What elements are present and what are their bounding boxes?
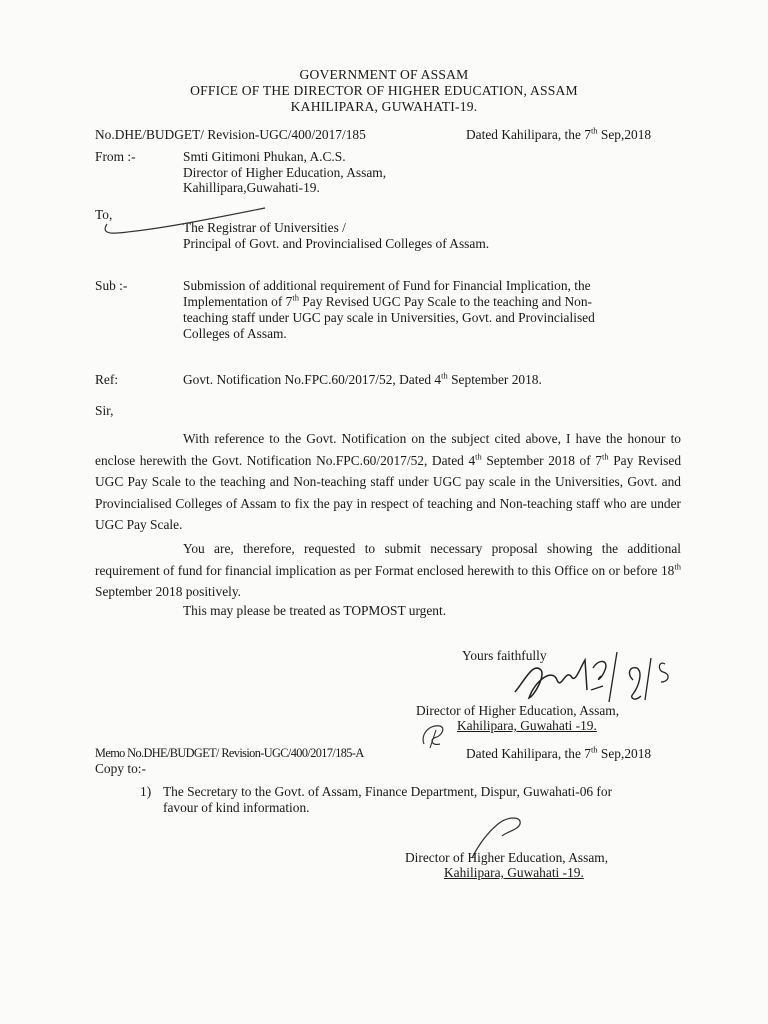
- subject-line3: teaching staff under UGC pay scale in Universities, Govt. and Provincialised: [183, 310, 595, 325]
- yours-faithfully: Yours faithfully: [462, 648, 547, 663]
- copy-item-number: 1): [140, 784, 152, 799]
- copy-item-line2: favour of kind information.: [163, 800, 310, 815]
- header-address: KAHILIPARA, GUWAHATI-19.: [290, 99, 478, 114]
- copy-to-label: Copy to:-: [95, 761, 146, 776]
- to-label: To,: [95, 207, 113, 222]
- initials-scribble: [416, 716, 456, 752]
- header-office: OFFICE OF THE DIRECTOR OF HIGHER EDUCATION, ASSAM: [190, 83, 578, 98]
- to-line2: Principal of Govt. and Provincialised Colleges of Assam.: [183, 236, 490, 251]
- closing2-designation: Director of Higher Education, Assam,: [405, 850, 609, 865]
- handwritten-arrow-mark: [95, 200, 295, 240]
- closing-address: Kahilipara, Guwahati -19.: [457, 718, 597, 733]
- to-line1: The Registrar of Universities /: [183, 220, 346, 235]
- header-govt: GOVERNMENT OF ASSAM: [299, 67, 469, 82]
- body-paragraph-2: You are, therefore, requested to submit necessary proposal showing the additional requirement of fund for financial implication as per Format enclosed herewith to this Office on or before 18th September 2018 positively.: [95, 541, 681, 599]
- body-paragraph-1: With reference to the Govt. Notification on the subject cited above, I have the honour to enclose herewith the Govt. Notification No.FPC.60/2017/52, Dated 4th September 2018 of 7th Pay Revised UGC Pay Scale to the teaching and Non-teaching staff under UGC pay scale in the Universities, Govt. and Provincialised Colleges of Assam to fix the pay in respect of teaching and Non-teaching staff who are under UGC Pay Scale.: [95, 431, 682, 532]
- from-designation: Director of Higher Education, Assam,: [183, 165, 387, 180]
- body-paragraph-3: This may please be treated as TOPMOST urgent.: [183, 603, 447, 618]
- from-address: Kahillipara,Guwahati-19.: [183, 180, 320, 195]
- signature-scribble: [505, 640, 685, 710]
- reference-text: Govt. Notification No.FPC.60/2017/52, Dated 4th September 2018.: [183, 370, 542, 387]
- reference-label: Ref:: [95, 372, 119, 387]
- letter-date: Dated Kahilipara, the 7th Sep,2018: [466, 125, 652, 142]
- closing2-address: Kahilipara, Guwahati -19.: [444, 865, 584, 880]
- from-name: Smti Gitimoni Phukan, A.C.S.: [183, 149, 346, 164]
- memo-number: Memo No.DHE/BUDGET/ Revision-UGC/400/2017/185-A: [95, 746, 364, 760]
- subject-label: Sub :-: [95, 278, 128, 293]
- salutation: Sir,: [95, 403, 114, 418]
- closing-designation: Director of Higher Education, Assam,: [416, 703, 620, 718]
- subject-line1: Submission of additional requirement of Fund for Financial Implication, the: [183, 278, 591, 293]
- letter-ref-number: No.DHE/BUDGET/ Revision-UGC/400/2017/185: [95, 127, 366, 142]
- subject-line4: Colleges of Assam.: [183, 326, 287, 341]
- subject-line2: Implementation of 7th Pay Revised UGC Pay Scale to the teaching and Non-: [183, 292, 593, 309]
- copy-item-line1: The Secretary to the Govt. of Assam, Finance Department, Dispur, Guwahati-06 for: [163, 784, 613, 799]
- memo-date: Dated Kahilipara, the 7th Sep,2018: [466, 744, 652, 761]
- from-label: From :-: [95, 149, 136, 164]
